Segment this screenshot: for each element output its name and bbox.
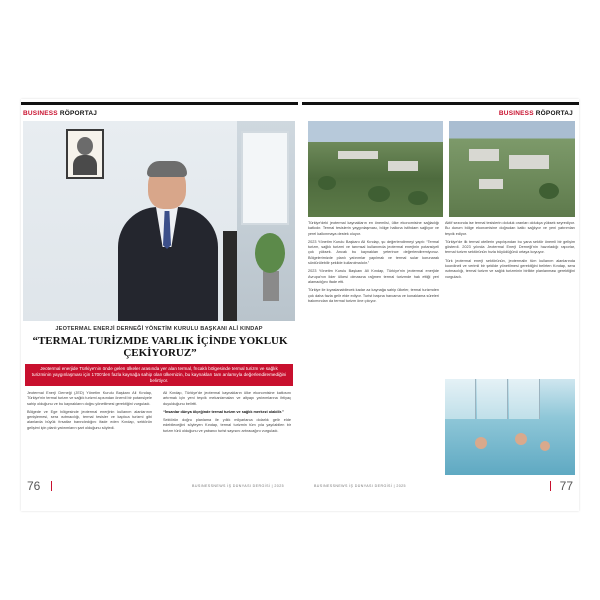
kicker-section: RÖPORTAJ xyxy=(59,110,98,117)
section-kicker xyxy=(23,110,97,117)
office-chair xyxy=(223,231,237,321)
right-column-1 xyxy=(308,221,439,307)
interviewee-title: JEOTERMAL ENERJİ DERNEĞİ YÖNETİM KURULU BAŞKANI ALİ KINDAP xyxy=(55,326,263,332)
paragraph: Sektörün doğru planlama ile yıllık milyarlarca dolarlık gelir elde edebileceğini söyleyen Kındap, termal turizmin tüm yıla yayılabilen bir turizm türü olduğunu ve yabancı turist sayısını artıracağını vurguladı. xyxy=(163,418,291,433)
page-footer: BUSINESSNEWS İŞ DÜNYASI DERGİSİ | 2025 xyxy=(314,484,406,488)
framed-portrait xyxy=(66,129,104,179)
aerial-photo-greenhouses xyxy=(308,121,443,217)
paragraph: Türkiye'de ilk termal otellerin yapılışından bu yana sektör önemli bir gelişim gösterdi. 2023 yılında Jeotermal Enerji Derneği'nin hazırladığı raporlar, termal turizm sektörünün hızla büyüdüğünü ortaya koyuyor. xyxy=(445,239,575,255)
photo-window xyxy=(241,131,289,225)
top-rule xyxy=(302,102,579,105)
plant xyxy=(255,233,285,273)
magazine-spread xyxy=(21,99,579,511)
paragraph: Jeotermal Enerji Derneği (JED) Yönetim Kurulu Başkanı Ali Kındap, Türkiye'nin termal turizm ve sağlık turizmi açısından önemli bir potansiyele sahip olduğunu ve bu kaynakların doğru yönetilmesi gerektiğini vurguladı. xyxy=(27,391,152,406)
paragraph: Türkiye ile kıyaslanabilecek kadar az kaynağa sahip ülkeler, termal turizmden çok daha fazla gelir elde ediyor. Turist başına harcama ve konaklama süreleri bakımından da termal turizm öne çıkıyor. xyxy=(308,288,439,303)
page-footer: BUSINESSNEWS İŞ DÜNYASI DERGİSİ | 2025 xyxy=(192,484,284,488)
top-rule xyxy=(21,102,298,105)
left-page xyxy=(21,99,298,511)
page-number: 77 xyxy=(559,479,573,493)
section-kicker xyxy=(499,110,573,117)
kicker-business: BUSINESS xyxy=(23,110,58,117)
pull-quote: “İnsanlar dünya ölçeğinde termal turizm ve sağlık merkezi olabilir.” xyxy=(163,409,284,414)
right-page xyxy=(302,99,579,511)
kicker-business: BUSINESS xyxy=(498,110,534,117)
intro-box: Jeotermal enerjide Türkiye'nin önde gelen ülkeler arasında yer alan termal, frıcaklı bölgesinde termal turizm ve sağlık turizminin yaygınlaşması için 1700'den fazla kaynağa sahip olan ülkemizin, bu kaynakları tam anlamıyla değerlendiremediğini belirtiyor. xyxy=(25,364,293,386)
plant-pot xyxy=(263,271,279,301)
paragraph: Aktif sezonda ise termal tesislerin doluluk oranları oldukça yüksek seyrediyor. Bu durum bölge ekonomisine doğrudan katkı sağlıyor ve yeni yatırımları teşvik ediyor. xyxy=(445,221,575,236)
paragraph: Türk jeotermal enerji sektörünün, jeotermalin tüm kullanım alanlarında koordineli ve verimli bir şekilde yönetilmesi gerektiğini belirten Kındap, sera ısıtmacılığı, termal turizm ve sağlık turizminin birlikte planlanması gerektiğini vurguladı. xyxy=(445,258,575,279)
aerial-photo-facility xyxy=(449,121,575,217)
left-column-1 xyxy=(27,391,152,434)
kicker-section: RÖPORTAJ xyxy=(535,110,573,117)
right-column-2 xyxy=(445,221,575,283)
page-number-divider xyxy=(550,481,551,491)
interviewee-figure xyxy=(118,161,218,321)
paragraph: 2023 Yönetim Kurulu Başkanı Ali Kındap, şu değerlendirmeyi yaptı: “Termal turizm, sağlık turizmi ve tarımsal kullanımda jeotermal enerjinin potansiyeli çok yüksek. Ancak bu kaynakları yeterince değerlendiremiyoruz. Bölgelerimizde planlı yatırımlar yapılmalı ve termal sular korunarak sürdürülebilir şekilde kullanılmalıdır.” xyxy=(308,239,439,266)
page-number-divider xyxy=(51,481,52,491)
thermal-pool-photo xyxy=(445,379,575,475)
paragraph: Türkiye'deki jeotermal kaynakların en önemlisi, ülke ekonomisine sağladığı katkıdır. Termal tesislerin yaygınlaşması, bölge halkına istihdam sağlıyor ve yerel kalkınmaya destek oluyor. xyxy=(308,221,439,236)
paragraph: Bölgede ve Ege bölgesinde jeotermal enerjinin kullanım alanlarının genişlemesi, sera ısıtmacılığı, termal tesisler ve kaplıca turizmi gibi alanlarda büyük fırsatlar barındırdığını ifade eden Kındap, sektörün gelişimi için planlı yatırımların şart olduğunu söyledi. xyxy=(27,409,152,430)
article-headline: “TERMAL TURİZMDE VARLIK İÇİNDE YOKLUK ÇEKİYORUZ” xyxy=(32,335,288,359)
interview-photo xyxy=(23,121,295,321)
left-column-2 xyxy=(163,391,291,437)
paragraph: 2023 Yönetim Kurulu Başkanı Ali Kındap, Türkiye'nin jeotermal enerjide Avrupa'nın lider ülkesi olmasına rağmen termal turizmde hak ettiği yeri alamadığını ifade etti. xyxy=(308,269,439,284)
paragraph: Ali Kındap, Türkiye'de jeotermal kaynakların ülke ekonomisine katkısını artırmak için yeni teşvik mekanizmaları ve altyapı yatırımlarına ihtiyaç duyulduğunu belirtti. xyxy=(163,391,291,406)
page-number: 76 xyxy=(27,479,41,493)
